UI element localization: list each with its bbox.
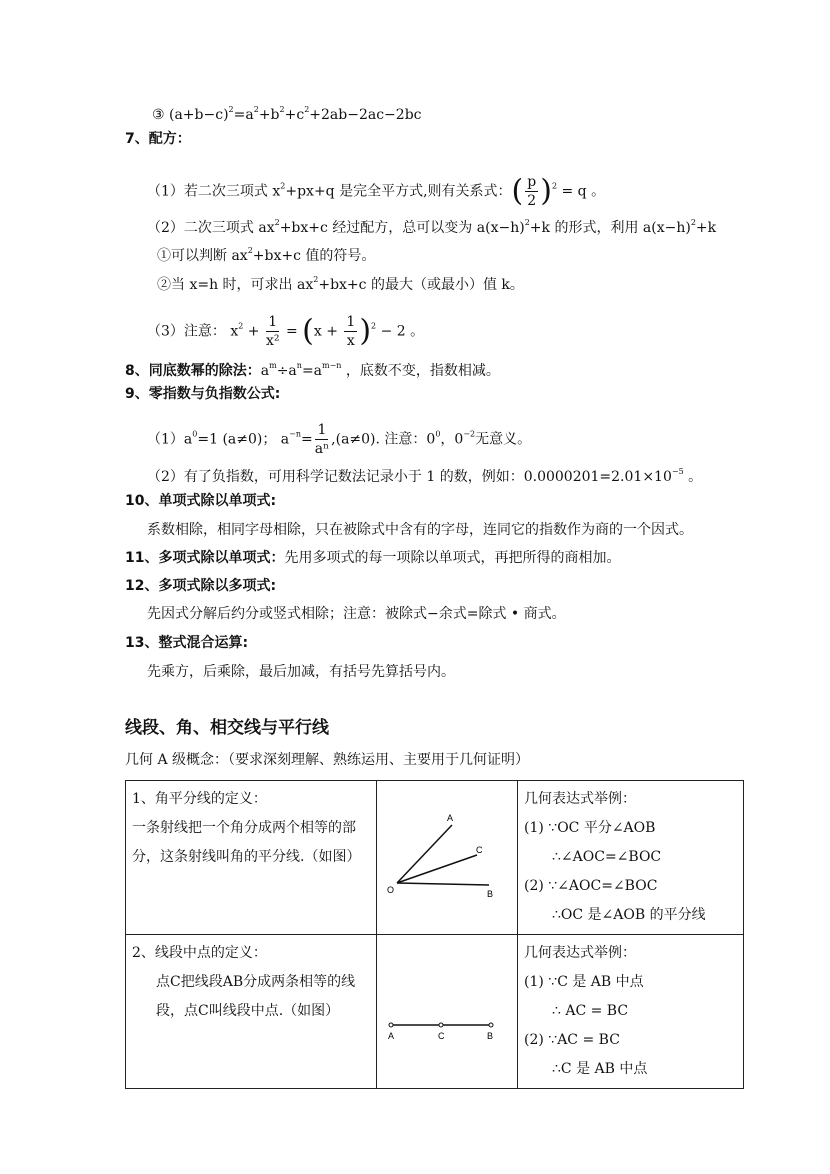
text-line [125,576,276,596]
example-line: ∴OC 是∠AOB 的平分线 [552,907,706,923]
text-line [147,520,693,540]
superscript: 2 [304,105,310,114]
denominator: 2 [527,193,537,209]
text-line [147,662,455,682]
superscript: −5 [671,467,684,476]
superscript: n [296,361,302,370]
fraction [344,313,357,350]
text: x + [313,323,343,340]
example-heading: 几何表达式举例： [524,791,636,807]
table-row [126,781,744,935]
table-row [126,935,744,1089]
superscript: 2 [274,218,280,227]
superscript: 2 [279,105,285,114]
superscript: m−n [322,361,342,370]
point-a [389,1023,393,1027]
text: ，底数不变，指数相减。 [341,363,500,379]
text: ÷a [276,363,297,379]
text: （1）若二次三项式 x [147,183,281,200]
item-heading: 11、多项式除以单项式： [125,550,285,566]
fraction [266,313,280,350]
denominator: x² [266,333,280,349]
text: 13、整式混合运算: [125,635,249,651]
text: （2）有了负指数，可用科学记数法记录小于 1 的数，例如：0.0000201=2.01×10 [147,469,672,485]
ray-ob [397,883,489,885]
text-line [147,213,716,238]
text-line [157,241,375,266]
text-line [147,313,424,350]
text-line [147,604,566,624]
ray-oc [397,855,477,883]
numerator: p [527,174,537,190]
superscript: 2 [247,246,253,255]
text: +bx+c 的最大（或最小）值 k。 [318,277,524,293]
text: 10、单项式除以单项式: [125,493,277,509]
text: （1）a [147,431,193,448]
text: ②当 x=h 时，可求出 ax [157,277,314,293]
text-line [125,356,500,381]
angle-bisector-figure [377,781,518,935]
example-heading: 几何表达式举例： [524,945,636,961]
superscript: 2 [280,181,286,191]
denominator: x [346,333,355,349]
text: + [243,323,264,340]
text: +2ab−2ac−2bc [309,107,422,123]
text-line [125,633,248,653]
text: =a [301,363,323,379]
text: ，0 [440,431,464,448]
text: − 2 。 [376,323,425,340]
label-c: C [438,1031,445,1041]
section-title: 线段、角、相交线与平行线 [125,718,329,738]
item-heading: 8、同底数幂的除法： [125,363,261,379]
superscript: 2 [313,275,319,284]
superscript: 2 [371,321,377,331]
text: ③ (a+b−c) [152,107,229,123]
superscript: −n [289,429,302,439]
text: ,(a≠0). 注意：0 [331,431,436,448]
superscript: 2 [690,218,696,227]
label-b: B [487,889,494,899]
text-line [147,421,531,458]
numerator: 1 [268,314,278,330]
numerator: 1 [346,314,356,330]
midpoint-figure [377,935,518,1089]
superscript: 2 [551,181,558,191]
text: 。 [683,469,703,485]
text: +bx+c 经过配方，总可以变为 a(x−h) [279,220,525,236]
left-paren: ( [511,173,524,209]
text-line [147,173,605,210]
ray-oa [397,825,452,883]
example-line: ∴ AC = BC [552,1003,629,1019]
label-b: B [487,1031,494,1041]
point-c [439,1023,443,1027]
text-line [157,270,524,295]
section-subtitle: 几何 A 级概念：（要求深刻理解、熟练运用、主要用于几何证明） [125,752,530,768]
text: =a [233,107,254,123]
text: （3）注意： x [147,323,239,340]
superscript: 0 [435,429,441,439]
text-line [125,548,620,568]
right-paren: ) [359,313,372,349]
text: = q 。 [557,183,606,200]
label-a: A [447,813,454,823]
text: ①可以判断 ax [157,248,248,264]
text: 先乘方，后乘除，最后加减，有括号先算括号内。 [147,664,455,680]
example-line: (1) ∵OC 平分∠AOB [524,820,656,836]
text: +px+q 是完全平方式,则有关系式： [285,183,512,200]
text-line [147,462,702,487]
text: 9、零指数与负指数公式: [125,386,281,402]
point-b [489,1023,493,1027]
denominator: aⁿ [314,441,330,457]
definition-title: 1、角平分线的定义： [132,791,267,807]
text: 12、多项式除以多项式: [125,578,277,594]
text: +k [695,220,717,236]
text: = [301,431,313,448]
text: +c [284,107,305,123]
numerator: 1 [317,422,327,438]
text-line [125,491,276,511]
example-line: (2) ∵AC = BC [524,1032,620,1048]
superscript: m [269,361,277,370]
text: =1 (a≠0)； a [197,431,290,448]
left-paren: ( [302,313,314,349]
definition-text: 点C把线段AB分成两条相等的线段，点C叫线段中点.（如图） [156,974,356,1019]
text: 7、配方： [125,131,191,147]
example-line: (2) ∵∠AOC=∠BOC [524,878,658,894]
text: 系数相除，相同字母相除，只在被除式中含有的字母，连同它的指数作为商的一个因式。 [147,522,693,538]
text: 先用多项式的每一项除以单项式，再把所得的商相加。 [284,550,621,566]
fraction [525,173,538,210]
text: 先因式分解后约分或竖式相除；注意：被除式−余式=除式 • 商式。 [147,606,566,622]
text: 无意义。 [475,431,532,448]
superscript: 2 [228,105,234,114]
text: +k 的形式，利用 a(x−h) [529,220,691,236]
text-line [152,100,422,125]
example-line: (1) ∵C 是 AB 中点 [524,974,644,990]
example-line: ∴C 是 AB 中点 [552,1061,648,1077]
label-o: O [387,885,395,895]
definition-title: 2、线段中点的定义： [132,945,267,961]
fraction [315,421,329,458]
superscript: 2 [253,105,259,114]
text: = [281,323,303,340]
text-line [125,129,191,149]
text: （2）二次三项式 ax [147,220,275,236]
superscript: 2 [524,218,530,227]
concept-table [125,780,744,1089]
definition-text: 一条射线把一个角分成两个相等的部分，这条射线叫角的平分线.（如图） [132,820,361,865]
right-paren: ) [540,173,552,209]
text-line [125,384,280,404]
text: a [260,363,270,379]
superscript: −2 [463,429,476,439]
example-line: ∴∠AOC=∠BOC [552,849,662,865]
text: +b [258,107,280,123]
label-a: A [388,1031,395,1041]
text: +bx+c 值的符号。 [252,248,376,264]
label-c: C [476,845,483,855]
superscript: 0 [192,429,198,439]
superscript: 2 [238,321,244,331]
